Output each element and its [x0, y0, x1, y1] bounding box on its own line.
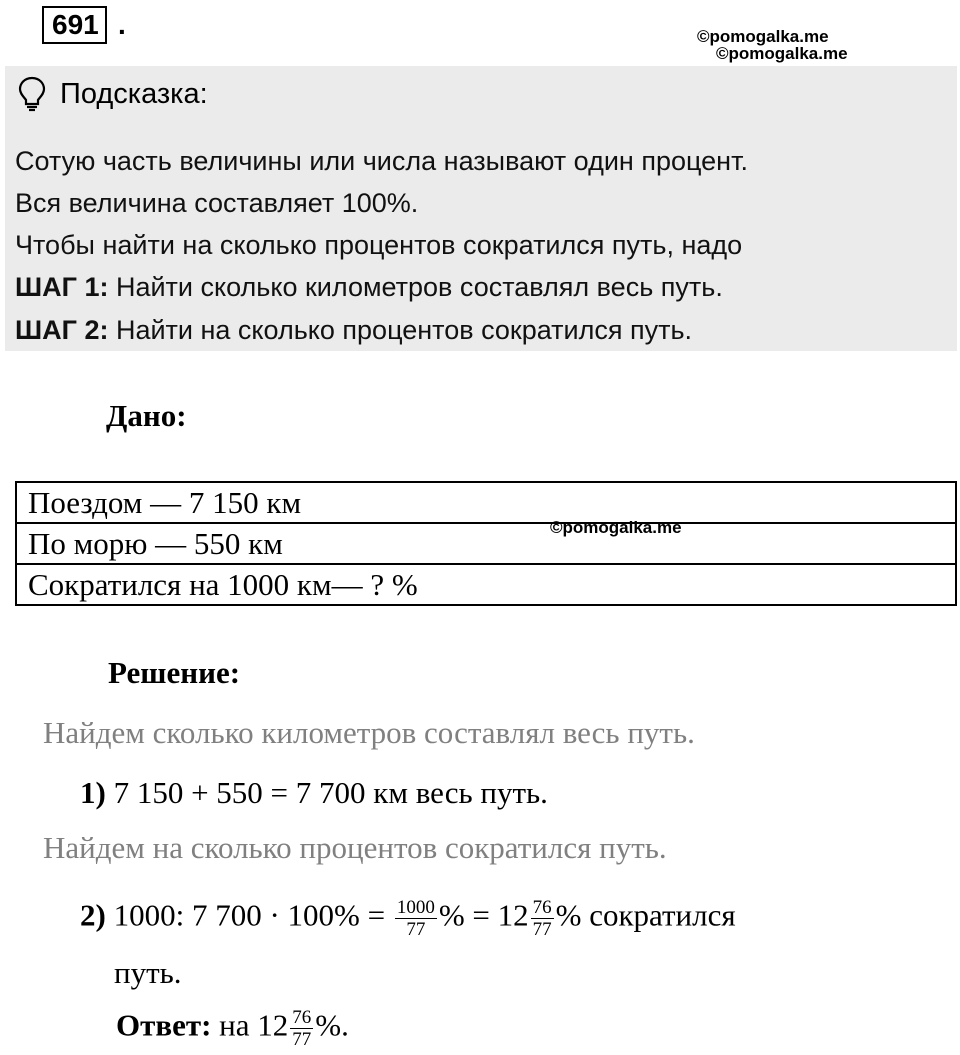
hint-line: Вся величина составляет 100%.: [15, 188, 419, 218]
given-heading: Дано:: [106, 398, 187, 433]
fraction: [290, 1007, 313, 1050]
watermark: ©pomogalka.me: [550, 518, 682, 537]
solution-intro: Найдем на сколько процентов сократился путь.: [43, 830, 667, 865]
step-expression: 1000: 7 700 · 100% =: [105, 897, 393, 933]
given-table: [15, 481, 957, 606]
step-number: 2): [80, 897, 106, 933]
watermark: ©pomogalka.me: [716, 44, 848, 63]
table-cell: Поездом — 7 150 км: [16, 482, 956, 523]
hint-title: Подсказка:: [60, 78, 208, 110]
task-number: 691: [42, 6, 107, 44]
solution-step-2-continuation: путь.: [114, 955, 182, 990]
lightbulb-icon: [17, 76, 47, 112]
fraction-denominator: 77: [292, 1029, 312, 1050]
answer-text: на 12: [211, 1007, 289, 1043]
solution-step-1: [80, 775, 548, 811]
hint-step-label: ШАГ 1:: [15, 272, 109, 302]
fraction-numerator: 76: [532, 897, 552, 918]
fraction-denominator: 77: [406, 919, 426, 940]
hint-line: Чтобы найти на сколько процентов сократился путь, надо: [15, 230, 743, 260]
table-cell: По морю — 550 км: [16, 523, 956, 564]
step-expression: % сократился: [555, 897, 736, 933]
answer-label: Ответ:: [116, 1007, 212, 1043]
answer-text: %.: [315, 1007, 349, 1043]
hint-step-text: Найти на сколько процентов сократился путь.: [108, 315, 693, 345]
solution-heading: Решение:: [108, 655, 241, 690]
hint-step-2: [15, 313, 692, 347]
answer: [116, 1007, 349, 1050]
table-row: [16, 523, 956, 564]
hint-step-label: ШАГ 2:: [15, 315, 109, 345]
fraction: [531, 897, 554, 940]
task-number-dot: .: [118, 9, 126, 40]
fraction-numerator: 1000: [396, 897, 435, 918]
solution-intro: Найдем сколько километров составлял весь путь.: [43, 715, 695, 750]
watermark: ©pomogalka.me: [697, 27, 829, 46]
fraction-denominator: 77: [532, 919, 552, 940]
solution-step-2: [80, 897, 736, 940]
fraction-numerator: 76: [292, 1007, 312, 1028]
hint-step-text: Найти сколько километров составлял весь путь.: [108, 272, 723, 302]
step-number: 1): [80, 775, 106, 810]
table-row: [16, 482, 956, 523]
step-expression: 7 150 + 550 = 7 700 км весь путь.: [105, 775, 548, 810]
hint-step-1: [15, 270, 723, 304]
hint-line: Сотую часть величины или числа называют один процент.: [15, 146, 748, 176]
fraction: [395, 897, 437, 940]
step-expression: % = 12: [438, 897, 529, 933]
table-cell: Сократился на 1000 км— ? %: [16, 564, 956, 605]
table-row: [16, 564, 956, 605]
